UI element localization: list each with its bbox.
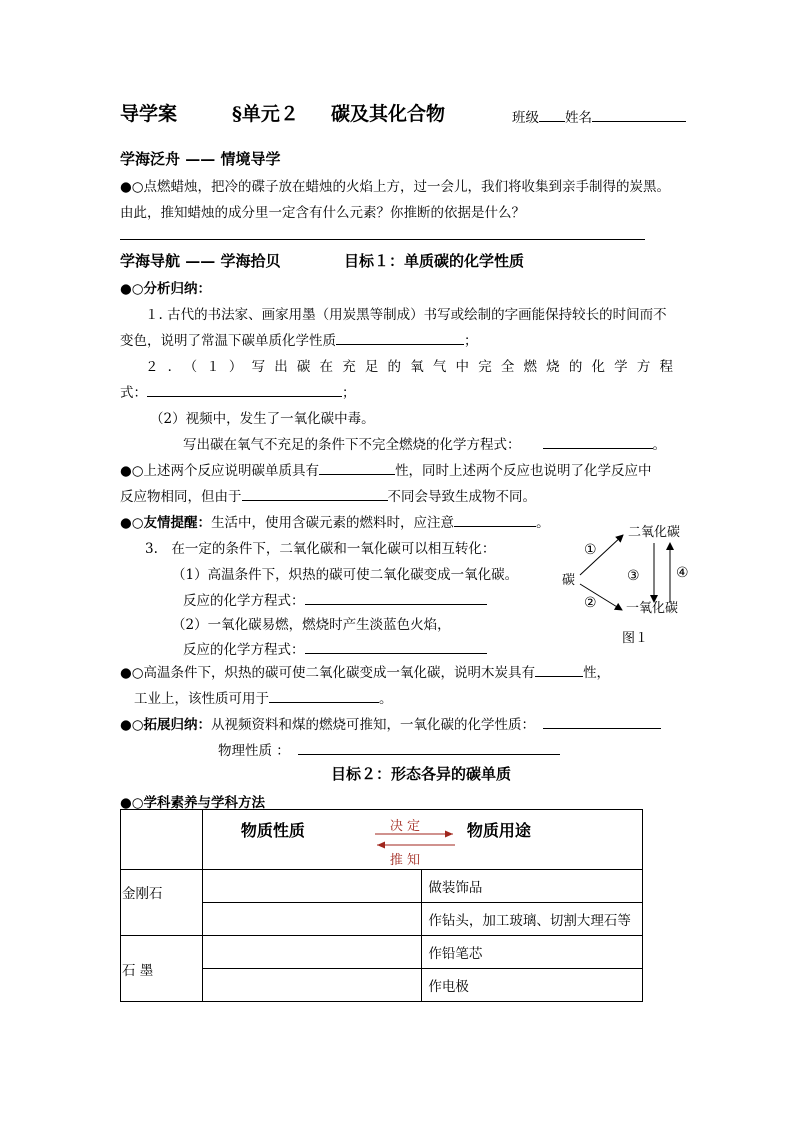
q2-2: （2）视频中，发生了一氧化碳中毒。	[150, 411, 375, 427]
unit-title: §单元２	[232, 103, 299, 125]
tip-line	[120, 511, 550, 531]
high2-text-b: 。	[379, 691, 393, 707]
q2-3-text: 写出碳在氧气不充足的条件下不完全燃烧的化学方程式：	[183, 437, 521, 453]
property-blank-cell[interactable]	[202, 903, 422, 936]
header-empty-cell	[121, 810, 203, 870]
analysis-label: ●○分析归纳：	[120, 281, 212, 297]
q2-text: 式：	[120, 385, 147, 401]
note1-text-b: 性，同时上述两个反应也说明了化学反应中	[395, 463, 652, 479]
tip-label: ●○友情提醒：	[120, 515, 212, 531]
q3-2-eq-label: 反应的化学方程式：	[183, 642, 305, 658]
table-row	[121, 936, 643, 969]
section1-para2: 由此，推知蜡烛的成分里一定含有什么元素？你推断的依据是什么？	[120, 205, 525, 221]
property-blank-cell[interactable]	[202, 936, 422, 969]
section2-heading: 学海导航 —— 学海拾贝	[120, 252, 281, 270]
q2-3-blank[interactable]	[543, 436, 653, 449]
section1-para1: ●○点燃蜡烛，把冷的碟子放在蜡烛的火焰上方，过一会儿，我们将收集到亲手制得的炭黑。	[120, 179, 671, 195]
section1-heading: 学海泛舟 —— 情境导学	[120, 150, 281, 168]
col-property: 物质性质	[240, 821, 305, 840]
ext-blank[interactable]	[543, 716, 661, 729]
substance-cell: 石 墨	[121, 936, 203, 1002]
property-blank-cell[interactable]	[202, 969, 422, 1002]
q3-1: （1）高温条件下，炽热的碳可使二氧化碳变成一氧化碳。	[172, 567, 519, 583]
q2-blank[interactable]	[147, 384, 342, 397]
q1-line1: １. 古代的书法家、画家用墨（用炭黑等制成）书写或绘制的字画能保持较长的时间而不	[145, 307, 667, 323]
class-label: 班级	[512, 110, 539, 126]
high2-blank[interactable]	[269, 690, 379, 703]
phys-label: 物理性质 ：	[218, 743, 290, 759]
use-cell: 作钻头，加工玻璃、切割大理石等	[422, 903, 643, 936]
num-4: ④	[676, 565, 689, 581]
q1-blank[interactable]	[336, 332, 464, 345]
tip-text: 生活中，使用含碳元素的燃料时，应注意	[211, 515, 455, 531]
tip-end: 。	[536, 515, 550, 531]
class-name-fields	[512, 106, 686, 126]
section3-heading: ●○学科素养与学科方法	[120, 795, 266, 811]
q3-2-blank[interactable]	[305, 641, 487, 654]
high1-blank[interactable]	[535, 664, 583, 677]
q2-line1: ２．（１）写出碳在充足的氧气中完全燃烧的化学方程	[145, 359, 673, 375]
q2-3	[183, 433, 666, 453]
co2-label: 二氧化碳	[628, 525, 681, 540]
physical-property-line	[218, 739, 560, 759]
note1-blank[interactable]	[319, 462, 395, 475]
use-cell: 作电极	[422, 969, 643, 1002]
figure1-diagram	[560, 520, 700, 650]
substance-cell: 金刚石	[121, 870, 203, 936]
arrow-label-top: 决 定	[389, 819, 420, 834]
table-row	[121, 870, 643, 903]
col-use: 物质用途	[466, 821, 531, 840]
num-3: ③	[627, 568, 640, 584]
arrow-label-bottom: 推 知	[389, 853, 420, 868]
q1-text: 变色，说明了常温下碳单质化学性质	[120, 333, 336, 349]
high2-text-a: 工业上，该性质可用于	[134, 691, 269, 707]
use-cell: 做装饰品	[422, 870, 643, 903]
q2-line2	[120, 381, 356, 401]
ext-label: ●○拓展归纳：	[120, 717, 212, 733]
co-label: 一氧化碳	[626, 601, 679, 616]
carbon-label: 碳	[562, 573, 576, 588]
note1-text-a: ●○上述两个反应说明碳单质具有	[120, 463, 320, 479]
high1-text-b: 性，	[583, 665, 611, 681]
properties-uses-table	[120, 809, 643, 1002]
q3-1-eq	[183, 589, 487, 609]
note2-text-a: 反应物相同，但由于	[120, 489, 242, 505]
q2-3-end: 。	[652, 437, 666, 453]
name-blank[interactable]	[592, 109, 686, 122]
q3-1-eq-label: 反应的化学方程式：	[183, 593, 305, 609]
q1-end: ；	[464, 333, 478, 349]
goal2-heading: 目标２：形态各异的碳单质	[331, 765, 512, 783]
use-cell: 作铅笔芯	[422, 936, 643, 969]
note2-text-b: 不同会导致生成物不同。	[387, 489, 536, 505]
topic-title: 碳及其化合物	[331, 103, 446, 125]
extension-line	[120, 713, 661, 733]
phys-blank[interactable]	[298, 742, 560, 755]
q3-2: （2）一氧化碳易燃，燃烧时产生淡蓝色火焰，	[172, 617, 451, 633]
high-temp-line2	[134, 687, 393, 707]
tip-blank[interactable]	[454, 514, 536, 527]
note2-blank[interactable]	[242, 488, 388, 501]
figure-caption: 图１	[622, 631, 649, 646]
table-header-row	[121, 810, 643, 870]
high1-text-a: ●○高温条件下，炽热的碳可使二氧化碳变成一氧化碳，说明木炭具有	[120, 665, 536, 681]
header-cell	[202, 810, 642, 870]
q3: 3. 在一定的条件下，二氧化碳和一氧化碳可以相互转化：	[145, 541, 496, 557]
goal1-heading: 目标１：单质碳的化学性质	[344, 252, 525, 270]
property-blank-cell[interactable]	[202, 870, 422, 903]
high-temp-line1	[120, 661, 610, 681]
reaction-note-line2	[120, 485, 536, 505]
answer-line[interactable]	[120, 239, 645, 240]
reaction-note-line1	[120, 459, 652, 479]
ext-text: 从视频资料和煤的燃烧可推知，一氧化碳的化学性质：	[211, 717, 536, 733]
q1-line2	[120, 329, 478, 349]
double-arrow-icon	[373, 829, 458, 851]
q3-2-eq	[183, 638, 487, 658]
name-label: 姓名	[565, 110, 592, 126]
q3-1-blank[interactable]	[305, 592, 487, 605]
class-blank[interactable]	[539, 109, 565, 122]
q2-end: ；	[342, 385, 356, 401]
num-2: ②	[584, 595, 597, 611]
num-1: ①	[584, 542, 597, 558]
doc-type-title: 导学案	[120, 103, 178, 125]
